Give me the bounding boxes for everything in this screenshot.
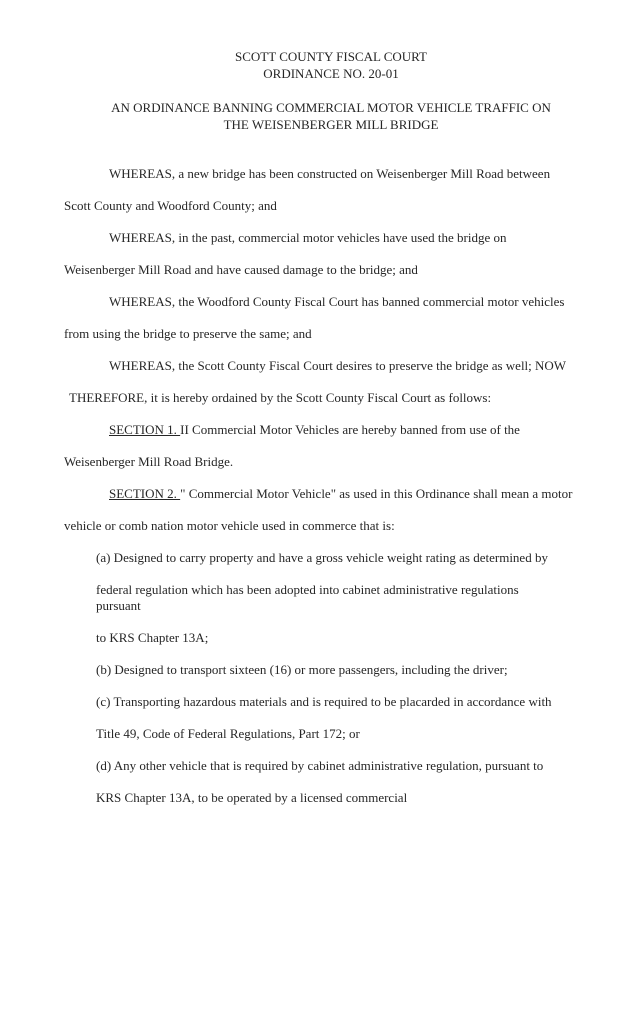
definition-item-b-line-1: (b) Designed to transport sixteen (16) or more passengers, including the driver;: [96, 662, 508, 677]
definition-item-a-line-1: (a) Designed to carry property and have a gross vehicle weight rating as determined by: [96, 550, 548, 565]
ordinance-title-line1: AN ORDINANCE BANNING COMMERCIAL MOTOR VEHICLE TRAFFIC ON: [111, 100, 551, 115]
section-1-line-1: [64, 422, 598, 438]
whereas-clause-3-line-2: from using the bridge to preserve the same; and: [64, 326, 312, 341]
definition-item-d-line-2: KRS Chapter 13A, to be operated by a licensed commercial: [96, 790, 408, 805]
ordinance-document: [64, 48, 598, 806]
definition-item-a-line-2: federal regulation which has been adopted into cabinet administrative regulations: [96, 582, 519, 597]
document-body: [64, 166, 598, 806]
ordinance-title-line2: THE WEISENBERGER MILL BRIDGE: [223, 117, 439, 132]
definition-item-c-line-1: (c) Transporting hazardous materials and is required to be placarded in accordance with: [96, 694, 552, 709]
whereas-clause-1-line-1: WHEREAS, a new bridge has been constructed on Weisenberger Mill Road between: [109, 166, 551, 181]
whereas-clause-3-line-1: WHEREAS, the Woodford County Fiscal Court has banned commercial motor vehicles: [109, 294, 565, 309]
section-2-line-2: vehicle or comb nation motor vehicle used in commerce that is:: [64, 518, 395, 533]
ordinance-title: [64, 99, 598, 133]
whereas-clause-4-line-1: WHEREAS, the Scott County Fiscal Court desires to preserve the bridge as well; NOW: [109, 358, 567, 373]
ordaining-clause-line: THEREFORE, it is hereby ordained by the Scott County Fiscal Court as follows:: [69, 390, 492, 405]
definition-item-a-line-3: pursuant: [96, 598, 141, 613]
section-2-line-1: [64, 486, 598, 502]
section-2-text: " Commercial Motor Vehicle" as used in this Ordinance shall mean a motor: [180, 486, 573, 501]
whereas-clause-2-line-1: WHEREAS, in the past, commercial motor vehicles have used the bridge on: [109, 230, 507, 245]
definition-item-d-line-1: (d) Any other vehicle that is required by cabinet administrative regulation, pursuant to: [96, 758, 544, 773]
section-1-heading: SECTION 1.: [109, 422, 181, 437]
section-1-line-2: Weisenberger Mill Road Bridge.: [64, 454, 234, 469]
whereas-clause-1-line-2: Scott County and Woodford County; and: [64, 198, 277, 213]
section-2-heading: SECTION 2.: [109, 486, 181, 501]
section-1-text: II Commercial Motor Vehicles are hereby banned from use of the: [180, 422, 520, 437]
definition-item-c-line-2: Title 49, Code of Federal Regulations, Part 172; or: [96, 726, 360, 741]
court-name: SCOTT COUNTY FISCAL COURT: [235, 49, 427, 64]
whereas-clause-2-line-2: Weisenberger Mill Road and have caused damage to the bridge; and: [64, 262, 418, 277]
definition-item-a-line-4: to KRS Chapter 13A;: [96, 630, 209, 645]
ordinance-number: ORDINANCE NO. 20-01: [263, 66, 399, 81]
document-header: [64, 48, 598, 82]
